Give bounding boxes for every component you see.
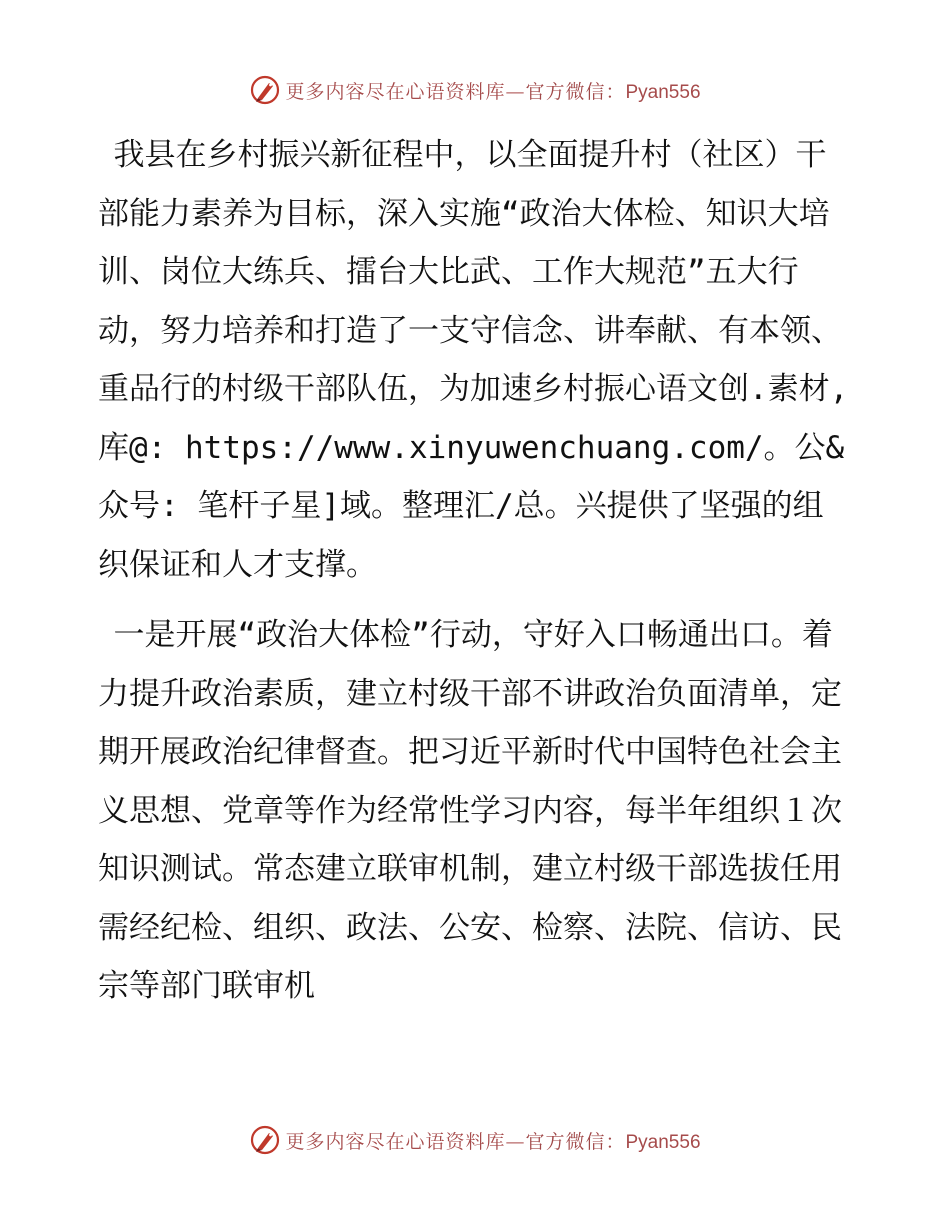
watermark-text (285, 77, 700, 104)
footer-watermark (0, 1120, 950, 1160)
watermark-dash: — (505, 80, 526, 103)
watermark-brand: 更多内容尽在心语资料库 (285, 80, 506, 103)
header-watermark (0, 70, 950, 110)
watermark-wechat-id: Pyan556 (625, 1131, 701, 1153)
document-body (98, 126, 850, 1016)
pen-nib-logo-icon (249, 74, 281, 106)
watermark-wechat-label: 官方微信： (525, 1130, 626, 1153)
watermark-brand: 更多内容尽在心语资料库 (285, 1130, 506, 1153)
paragraph-intro: 我县在乡村振兴新征程中，以全面提升村（社区）干部能力素养为目标，深入实施“政治大体检、知识大培训、岗位大练兵、擂台大比武、工作大规范”五大行动，努力培养和打造了一支守信念、讲奉献、有本领、重品行的村级干部队伍，为加速乡村振心语文创.素材,库@: https://www.xinyuwenchuang.com/。公&众号: 笔杆子星]域。整理汇/总。兴提供了坚强的组织保证和人才支撑。 (98, 137, 849, 583)
watermark-wechat-id: Pyan556 (625, 81, 701, 103)
watermark-text (285, 1127, 700, 1154)
watermark-wechat-label: 官方微信： (525, 80, 626, 103)
paragraph-political-checkup: 一是开展“政治大体检”行动，守好入口畅通出口。着力提升政治素质，建立村级干部不讲政治负面清单，定期开展政治纪律督查。把习近平新时代中国特色社会主义思想、党章等作为经常性学习内容，每半年组织１次知识测试。常态建立联审机制，建立村级干部选拔任用需经纪检、组织、政法、公安、检察、法院、信访、民宗等部门联审机 (98, 617, 842, 1004)
pen-nib-logo-icon (249, 1124, 281, 1156)
watermark-dash: — (505, 1130, 526, 1153)
